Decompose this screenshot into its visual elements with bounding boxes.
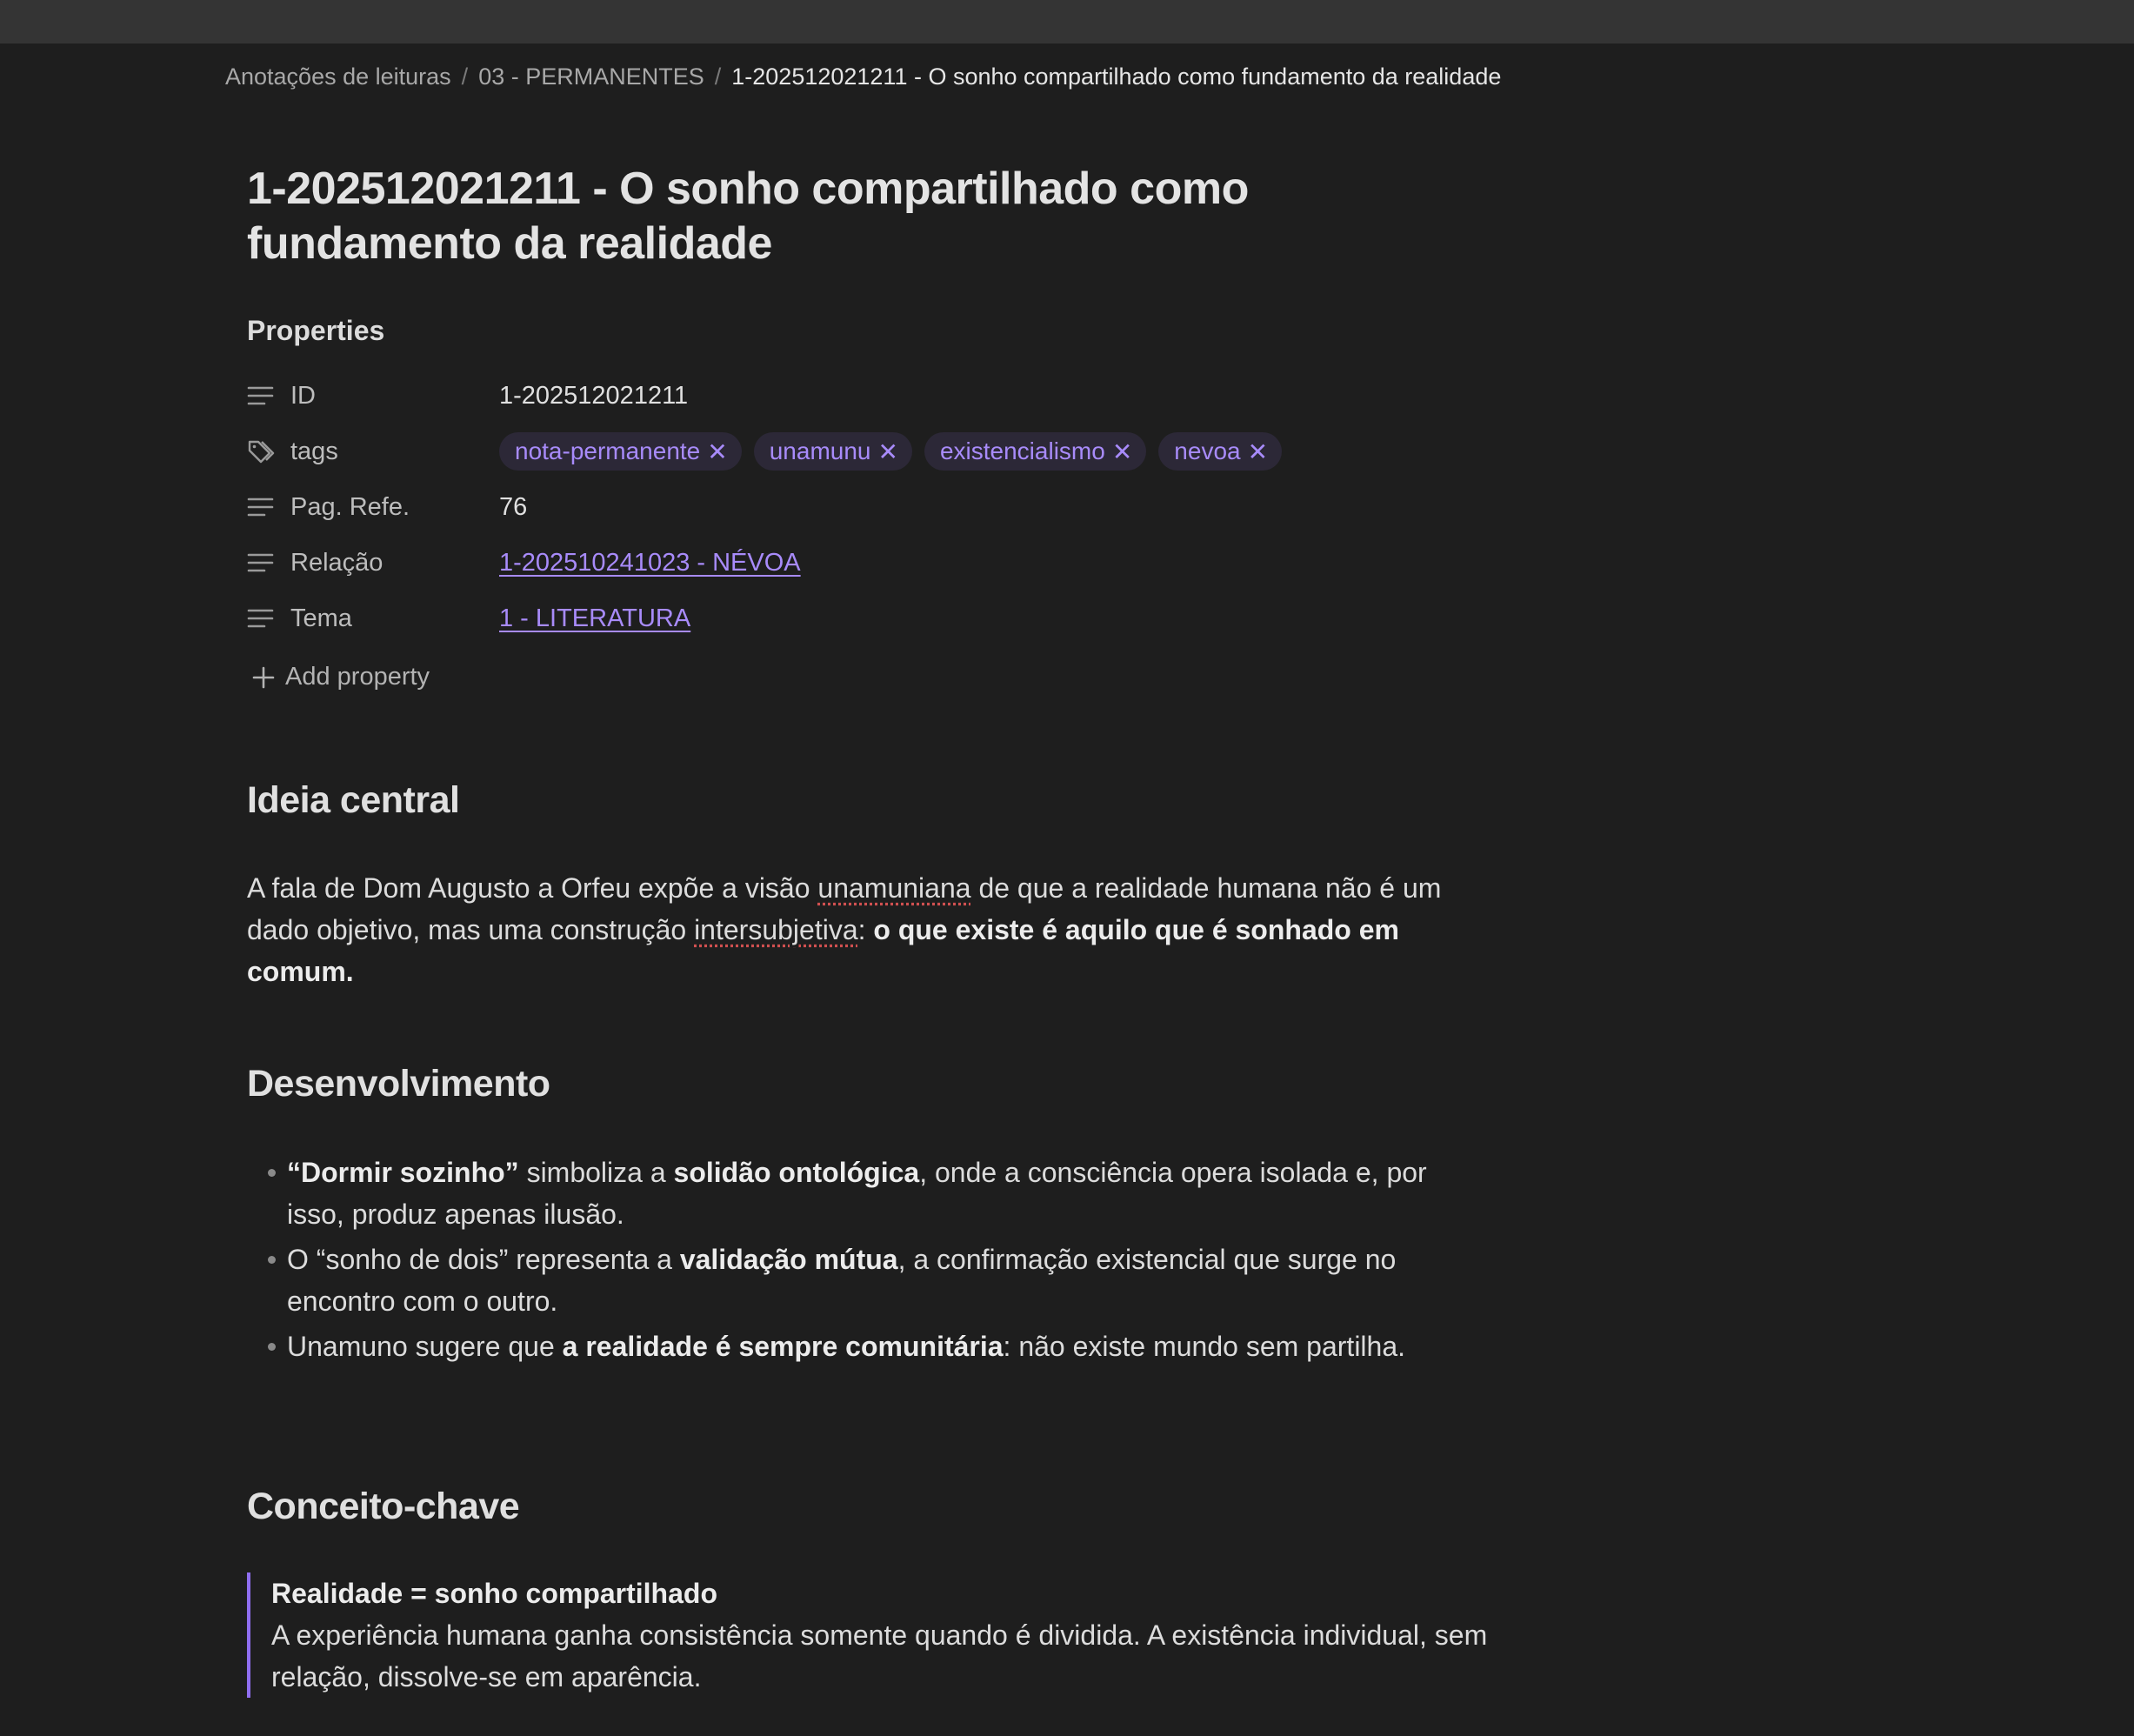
property-key-tags[interactable]: tags — [290, 437, 338, 465]
breadcrumb — [225, 59, 1501, 94]
remove-tag-icon[interactable]: ✕ — [707, 437, 728, 465]
property-tags — [247, 430, 1294, 473]
breadcrumb-current-note[interactable]: 1-202512021211 - O sonho compartilhado como fundamento da realidade — [731, 63, 1502, 90]
text-lines-icon — [247, 384, 275, 407]
breadcrumb-folder-permanentes[interactable]: 03 - PERMANENTES — [478, 63, 704, 90]
ideia-central-paragraph[interactable]: A fala de Dom Augusto a Orfeu expõe a visão unamuniana de que a realidade humana não é um dado objetivo, mas uma construção intersubjetiva: o que existe é aquilo que é sonhado em comum. — [247, 872, 1442, 987]
tag-pill[interactable]: nevoa ✕ — [1158, 432, 1282, 471]
remove-tag-icon[interactable]: ✕ — [877, 437, 898, 465]
quote-text: A experiência humana ganha consistência somente quando é dividida. A existência individual, sem relação, dissolve-se em aparência. — [271, 1619, 1488, 1693]
window-title-bar — [0, 0, 2134, 43]
bullet-dot — [268, 1343, 276, 1351]
property-key-pag[interactable]: Pag. Refe. — [290, 492, 410, 521]
misspelled-word[interactable]: unamuniana — [817, 872, 971, 904]
heading-desenvolvimento[interactable]: Desenvolvimento — [247, 1063, 550, 1105]
property-key-relacao[interactable]: Relação — [290, 548, 383, 577]
tags-list — [499, 432, 1294, 471]
tag-pill[interactable]: existencialismo ✕ — [924, 432, 1146, 471]
add-property-label: Add property — [285, 663, 430, 691]
list-item[interactable]: O “sonho de dois” representa a validação mútua, a confirmação existencial que surge no encontro com o outro. — [268, 1239, 1485, 1322]
relacao-link[interactable]: 1-202510241023 - NÉVOA — [499, 548, 801, 577]
plus-icon — [252, 666, 275, 689]
remove-tag-icon[interactable]: ✕ — [1111, 437, 1133, 465]
property-id — [247, 374, 688, 417]
tag-pill[interactable]: nota-permanente ✕ — [499, 432, 742, 471]
breadcrumb-separator: / — [714, 63, 722, 90]
breadcrumb-folder-root[interactable]: Anotações de leituras — [225, 63, 451, 90]
blockquote[interactable] — [247, 1572, 1489, 1698]
property-tema — [247, 597, 690, 640]
text-lines-icon — [247, 496, 275, 518]
property-value-id[interactable]: 1-202512021211 — [499, 381, 689, 410]
property-relacao — [247, 541, 801, 584]
property-value-pag[interactable]: 76 — [499, 492, 528, 521]
remove-tag-icon[interactable]: ✕ — [1247, 437, 1269, 465]
misspelled-word[interactable]: intersubjetiva — [694, 914, 858, 945]
bullet-dot — [268, 1256, 276, 1264]
text-lines-icon — [247, 607, 275, 630]
property-key-id[interactable]: ID — [290, 381, 316, 410]
desenvolvimento-list — [268, 1152, 1485, 1371]
tag-pill[interactable]: unamunu ✕ — [754, 432, 912, 471]
note-title[interactable]: 1-202512021211 - O sonho compartilhado como fundamento da realidade — [247, 164, 1249, 269]
text-lines-icon — [247, 551, 275, 574]
bullet-dot — [268, 1169, 276, 1177]
heading-conceito-chave[interactable]: Conceito-chave — [247, 1486, 520, 1527]
add-property-button[interactable] — [252, 663, 430, 691]
quote-title: Realidade = sonho compartilhado — [271, 1578, 717, 1609]
list-item[interactable]: Unamuno sugere que a realidade é sempre comunitária: não existe mundo sem partilha. — [268, 1325, 1485, 1367]
heading-ideia-central[interactable]: Ideia central — [247, 779, 460, 821]
properties-heading[interactable]: Properties — [247, 315, 385, 346]
list-item[interactable]: “Dormir sozinho” simboliza a solidão ontológica, onde a consciência opera isolada e, por isso, produz apenas ilusão. — [268, 1152, 1485, 1235]
property-pag-refe — [247, 485, 527, 529]
tema-link[interactable]: 1 - LITERATURA — [499, 604, 691, 632]
property-key-tema[interactable]: Tema — [290, 604, 352, 632]
tag-icon — [247, 439, 275, 464]
breadcrumb-separator: / — [461, 63, 469, 90]
